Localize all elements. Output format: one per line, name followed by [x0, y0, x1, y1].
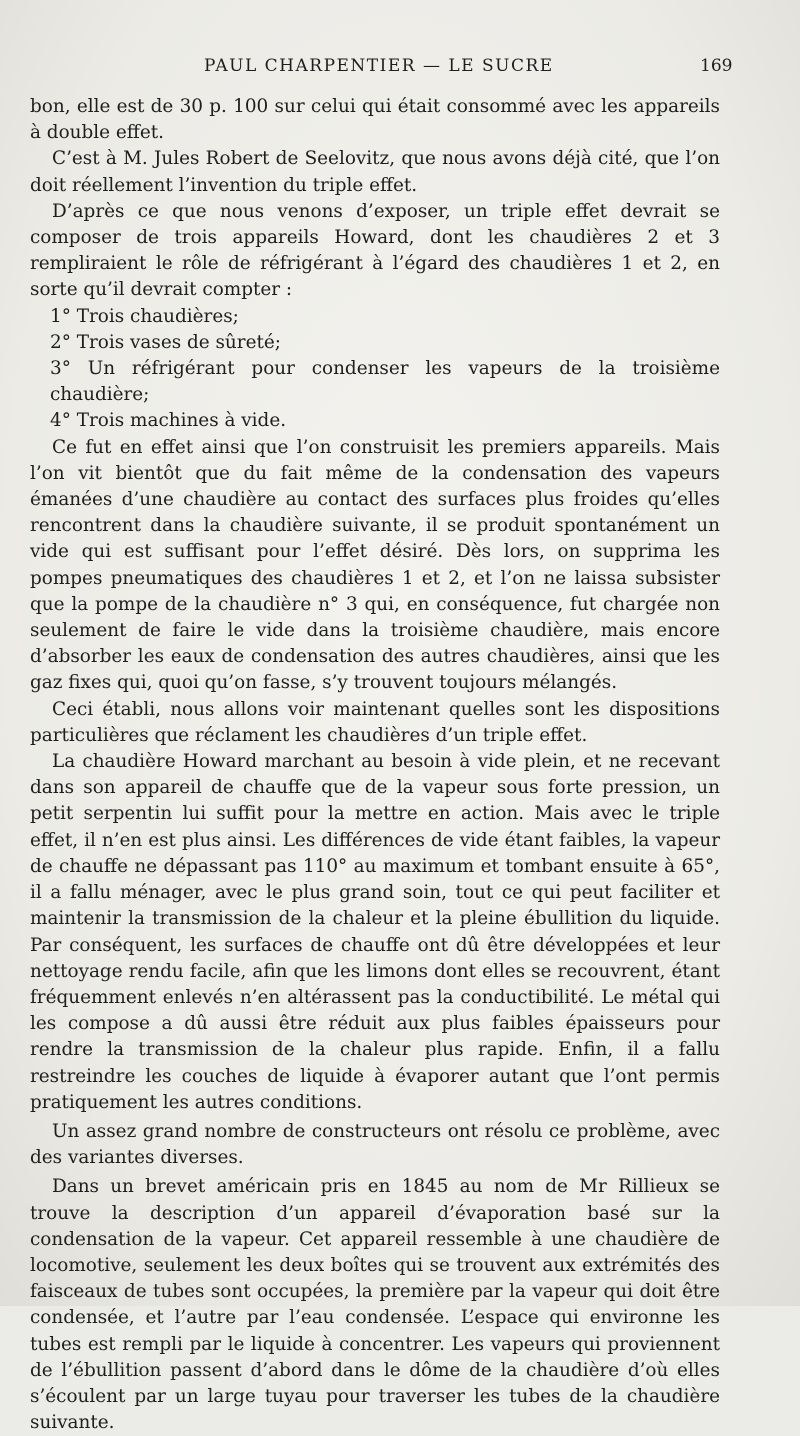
paragraph: Dans un brevet américain pris en 1845 au nom de Mr Rillieux se trouve la description d’un appareil d’évaporation basé sur la condensation de la vapeur. Cet appareil ressemble à une chaudière de locomotive, seulement les deux boîtes qui se trouvent aux extrémités des faisceaux de tubes sont occupées, la première par la vapeur qui doit être condensée, et l’autre par l’eau condensée. L’espace qui environne les tubes est rempli par le liquide à concentrer. Les vapeurs qui proviennent de l’ébullition passent d’abord dans le dôme de la chaudière d’où elles s’écoulent par un large tuyau pour traverser les tubes de la chaudière suivante. — [30, 1176, 720, 1434]
paragraph: C’est à M. Jules Robert de Seelovitz, que nous avons déjà cité, que l’on doit réellement l’invention du triple effet. — [30, 148, 720, 196]
paragraph: Ce fut en effet ainsi que l’on construisit les premiers appareils. Mais l’on vit bientôt que du fait même de la condensation des vapeurs émanées d’une chaudière au contact des surfaces plus froides qu’elles rencontrent dans la chaudière suivante, il se produit spontanément un vide qui est suffisant pour l’effet désiré. Dès lors, on supprima les pompes pneumatiques des chaudières 1 et 2, et l’on ne laissa subsister que la pompe de la chaudière n° 3 qui, en conséquence, fut chargée non seulement de faire le vide dans la troisième chaudière, mais encore d’absorber les eaux de condensation des autres chaudières, ainsi que les gaz fixes qui, quoi qu’on fasse, s’y trouvent toujours mélangés. — [30, 436, 720, 694]
paragraph: Ceci établi, nous allons voir maintenant quelles sont les dispositions particulières que réclament les chaudières d’un triple effet. — [30, 698, 720, 746]
paragraph-continuation: bon, elle est de 30 p. 100 sur celui qui était consommé avec les appareils à double effet. — [30, 96, 720, 144]
list-item: 2° Trois vases de sûreté; — [50, 331, 281, 353]
body-text — [30, 94, 720, 1436]
list-item: 1° Trois chaudières; — [50, 305, 239, 327]
list-item: 4° Trois machines à vide. — [50, 410, 287, 432]
paragraph: Un assez grand nombre de constructeurs ont résolu ce problème, avec des variantes diverses. — [30, 1120, 720, 1169]
page-header — [0, 56, 800, 84]
paragraph: La chaudière Howard marchant au besoin à vide plein, et ne recevant dans son appareil de chauffe que de la vapeur sous forte pression, un petit serpentin lui suffit pour la mettre en action. Mais avec le triple effet, il n’en est plus ainsi. Les différences de vide étant faibles, la vapeur de chauffe ne dépassant pas 110° au maximum et tombant ensuite à 65°, il a fallu ménager, avec le plus grand soin, tout ce qui peut faciliter et maintenir la transmission de la chaleur et la pleine ébullition du liquide. Par conséquent, les surfaces de chauffe ont dû être développées et leur nettoyage rendu facile, afin que les limons dont elles se recouvrent, étant fréquemment enlevés n’en altérassent pas la conductibilité. Le métal qui les compose a dû aussi être réduit aux plus faibles épaisseurs pour rendre la transmission de la chaleur plus rapide. Enfin, il a fallu restreindre les couches de liquide à évaporer autant que l’ont permis pratiquement les autres conditions. — [30, 751, 720, 1113]
page-number: 169 — [700, 56, 733, 76]
list-item: 3° Un réfrigérant pour condenser les vapeurs de la troisième chaudière; — [50, 358, 720, 406]
running-title: PAUL CHARPENTIER — LE SUCRE — [204, 56, 554, 76]
paragraph: D’après ce que nous venons d’exposer, un triple effet devrait se composer de trois appareils Howard, dont les chaudières 2 et 3 rempliraient le rôle de réfrigérant à l’égard des chaudières 1 et 2, en sorte qu’il devrait compter : — [30, 200, 720, 301]
